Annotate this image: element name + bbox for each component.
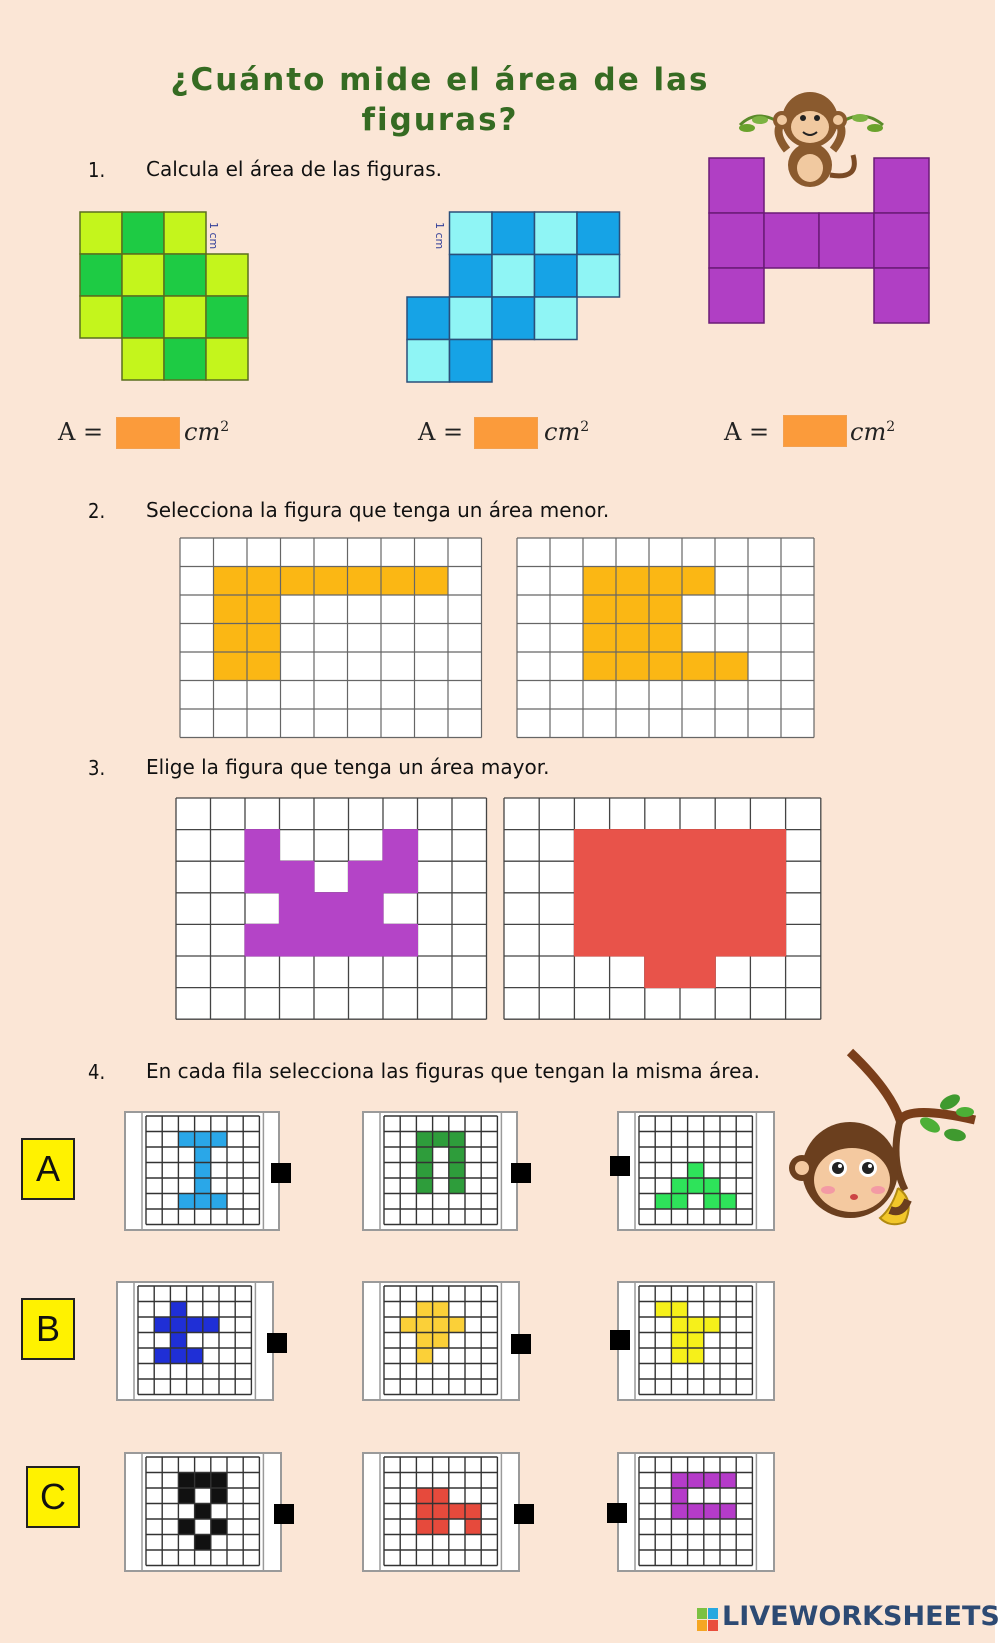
shaded-cell	[688, 1348, 704, 1364]
area-prefix: A =	[418, 418, 464, 446]
shaded-cell	[433, 1317, 449, 1333]
area-unit-exponent: 2	[580, 419, 590, 435]
shaded-cell	[583, 624, 616, 653]
shaded-cell	[671, 1333, 687, 1349]
shaded-cell	[211, 1194, 227, 1210]
shaded-cell	[704, 1504, 720, 1520]
area-formula-3	[724, 418, 769, 446]
figure-cell	[206, 254, 248, 296]
figure-cell	[535, 212, 578, 255]
shaded-cell	[214, 652, 248, 681]
figure-cell	[164, 296, 206, 338]
question-2-option-left[interactable]	[180, 538, 483, 739]
shaded-cell	[381, 567, 415, 596]
shaded-cell	[449, 1147, 465, 1163]
figure-cell	[709, 268, 764, 323]
area-unit-1	[184, 418, 229, 446]
shaded-cell	[583, 595, 616, 624]
shaded-cell	[465, 1504, 481, 1520]
shaded-cell	[688, 1178, 704, 1194]
shaded-cell	[649, 652, 682, 681]
shaded-cell	[416, 1519, 432, 1535]
shaded-cell	[688, 1163, 704, 1179]
row-label-a: A	[21, 1138, 75, 1200]
shaded-cell	[195, 1147, 211, 1163]
shaded-cell	[195, 1178, 211, 1194]
shaded-cell	[671, 1302, 687, 1318]
liveworksheets-logo-icon	[697, 1608, 719, 1632]
page-title-line-2: figuras?	[361, 102, 519, 138]
shaded-cell	[416, 1317, 432, 1333]
question-3-option-right[interactable]	[504, 798, 822, 1020]
shaded-cell	[187, 1317, 203, 1333]
area-prefix: A =	[724, 418, 770, 446]
grid-frame	[117, 1282, 273, 1400]
shaded-cell	[416, 1178, 432, 1194]
shaded-cell	[416, 1147, 432, 1163]
row-b-figure-1	[116, 1281, 279, 1404]
shaded-cell	[433, 1132, 449, 1148]
question-3-text: Elige la figura que tenga un área mayor.	[146, 755, 550, 779]
row-c-figure-3	[617, 1452, 781, 1575]
shaded-cell	[465, 1519, 481, 1535]
shaded-cell	[247, 595, 281, 624]
shaded-cell	[415, 567, 449, 596]
shaded-cell	[649, 595, 682, 624]
row-label-b: B	[21, 1298, 75, 1360]
figure-3-purple	[709, 158, 937, 318]
figure-cell	[122, 212, 164, 254]
shaded-cell	[715, 652, 748, 681]
shaded-cell	[616, 624, 649, 653]
shaded-cell	[671, 1317, 687, 1333]
question-4-number: 4.	[88, 1060, 106, 1084]
shaded-cell	[583, 567, 616, 596]
shaded-cell	[247, 624, 281, 653]
shaded-cell	[704, 1473, 720, 1489]
shaded-cell	[314, 567, 348, 596]
question-1-text: Calcula el área de las figuras.	[146, 157, 442, 181]
figure-cell	[450, 255, 493, 298]
question-2-number: 2.	[88, 499, 106, 523]
shaded-cell	[649, 624, 682, 653]
grid-frame	[363, 1112, 517, 1230]
shaded-cell	[671, 1348, 687, 1364]
area-unit-2	[544, 418, 589, 446]
shaded-cell	[195, 1504, 211, 1520]
area-unit-3	[850, 418, 895, 446]
shaded-cell	[449, 1178, 465, 1194]
shaded-cell	[416, 1132, 432, 1148]
question-2-option-right[interactable]	[517, 538, 820, 739]
shaded-cell	[671, 1194, 687, 1210]
figure-cell	[535, 297, 578, 340]
figure-cell	[764, 213, 819, 268]
figure-cell	[874, 268, 929, 323]
area-unit-exponent: 2	[220, 419, 230, 435]
shaded-cell	[449, 1504, 465, 1520]
row-c-figure-3-checkbox[interactable]	[607, 1503, 627, 1523]
shaded-cell	[688, 1333, 704, 1349]
question-2-text: Selecciona la figura que tenga un área menor.	[146, 498, 610, 522]
shaded-cell	[433, 1519, 449, 1535]
shaded-cell	[211, 1519, 227, 1535]
shaded-cell	[203, 1317, 219, 1333]
shaded-cell	[682, 652, 715, 681]
shaded-cell	[178, 1488, 194, 1504]
figure-cell	[122, 254, 164, 296]
figure-cell	[450, 340, 493, 383]
shaded-cell	[671, 1488, 687, 1504]
shaded-cell	[416, 1163, 432, 1179]
figure-cell	[80, 254, 122, 296]
shaded-cell	[247, 567, 281, 596]
row-a-figure-3-checkbox[interactable]	[610, 1156, 630, 1176]
row-c-figure-1-checkbox[interactable]	[274, 1504, 294, 1524]
shaded-cell	[154, 1348, 170, 1364]
shaded-cell	[433, 1488, 449, 1504]
shaded-cell	[195, 1194, 211, 1210]
shaded-cell	[433, 1504, 449, 1520]
shaded-cell	[704, 1178, 720, 1194]
area-formula-1	[58, 418, 103, 446]
figure-cell	[164, 254, 206, 296]
figure-cell	[206, 296, 248, 338]
shaded-cell	[616, 595, 649, 624]
figure-cell	[164, 212, 206, 254]
shaded-cell	[416, 1504, 432, 1520]
row-b-figure-3-checkbox[interactable]	[610, 1330, 630, 1350]
shaded-cell	[187, 1348, 203, 1364]
shaded-cell	[214, 567, 248, 596]
row-a-figure-3	[617, 1111, 779, 1233]
figure-cell	[709, 158, 764, 213]
figure-cell	[206, 338, 248, 380]
unit-label-2: 1 cm	[433, 222, 446, 250]
shaded-cell	[214, 624, 248, 653]
shaded-cell	[433, 1302, 449, 1318]
figure-cell	[492, 297, 535, 340]
row-b-figure-3	[617, 1281, 781, 1404]
shaded-cell	[449, 1132, 465, 1148]
figure-cell	[492, 255, 535, 298]
shaded-cell	[583, 652, 616, 681]
shaded-cell	[671, 1473, 687, 1489]
figure-cell	[535, 255, 578, 298]
area-formula-2	[418, 418, 463, 446]
shaded-cell	[170, 1333, 186, 1349]
branding-text: LIVEWORKSHEETS	[722, 1601, 1000, 1632]
shaded-cell	[416, 1348, 432, 1364]
shaded-cell	[211, 1473, 227, 1489]
shaded-cell	[688, 1317, 704, 1333]
row-c-figure-2	[362, 1452, 526, 1575]
area-answer-input-1[interactable]	[116, 417, 180, 449]
shaded-cell	[154, 1317, 170, 1333]
shaded-cell	[655, 1302, 671, 1318]
area-unit-text: cm	[184, 418, 221, 446]
figure-1-green	[80, 212, 256, 388]
figure-cell	[492, 212, 535, 255]
shaded-cell	[720, 1504, 736, 1520]
unit-label-1: 1 cm	[207, 222, 220, 250]
figure-cell	[577, 212, 620, 255]
question-4-text: En cada fila selecciona las figuras que tengan la misma área.	[146, 1059, 760, 1083]
area-answer-input-2[interactable]	[474, 417, 538, 449]
shaded-cell	[170, 1302, 186, 1318]
shaded-cell	[211, 1132, 227, 1148]
shaded-cell	[616, 652, 649, 681]
figure-cell	[874, 213, 929, 268]
figure-cell	[450, 297, 493, 340]
row-a-figure-2	[362, 1111, 522, 1233]
shaded-cell	[704, 1317, 720, 1333]
row-b-figure-1-checkbox[interactable]	[267, 1333, 287, 1353]
question-1-number: 1.	[88, 158, 106, 182]
area-answer-input-3[interactable]	[783, 415, 847, 447]
shaded-cell	[178, 1473, 194, 1489]
shaded-cell	[170, 1348, 186, 1364]
shaded-cell	[688, 1504, 704, 1520]
question-3-option-left[interactable]	[176, 798, 488, 1020]
shaded-cell	[281, 567, 315, 596]
shaded-cell	[178, 1519, 194, 1535]
shaded-cell	[671, 1504, 687, 1520]
shaded-cell	[416, 1333, 432, 1349]
figure-cell	[164, 338, 206, 380]
shaded-cell	[688, 1473, 704, 1489]
shaded-cell	[348, 567, 382, 596]
row-c-figure-1	[124, 1452, 288, 1575]
figure-cell	[819, 213, 874, 268]
shaded-cell	[449, 1317, 465, 1333]
shaded-cell	[178, 1194, 194, 1210]
shaded-cell	[211, 1488, 227, 1504]
figure-cell	[874, 158, 929, 213]
figure-cell	[450, 212, 493, 255]
shaded-cell	[649, 567, 682, 596]
figure-cell	[577, 255, 620, 298]
figure-cell	[80, 212, 122, 254]
shaded-cell	[416, 1302, 432, 1318]
shaded-cell	[214, 595, 248, 624]
row-b-figure-2	[362, 1281, 526, 1404]
shaded-cell	[195, 1535, 211, 1551]
figure-cell	[709, 213, 764, 268]
question-3-number: 3.	[88, 756, 106, 780]
area-unit-exponent: 2	[886, 419, 896, 435]
area-unit-text: cm	[544, 418, 581, 446]
figure-cell	[80, 296, 122, 338]
shaded-cell	[682, 567, 715, 596]
monkey-hanging-illustration	[780, 1050, 980, 1235]
area-prefix: A =	[58, 418, 104, 446]
page-title-line-1: ¿Cuánto mide el área de las	[170, 62, 710, 98]
row-a-figure-2-checkbox[interactable]	[511, 1163, 531, 1183]
row-label-c: C	[26, 1466, 80, 1528]
shaded-cell	[195, 1132, 211, 1148]
shaded-cell	[671, 1178, 687, 1194]
shaded-cell	[416, 1488, 432, 1504]
shaded-cell	[720, 1194, 736, 1210]
row-a-figure-1	[124, 1111, 284, 1233]
figure-cell	[122, 338, 164, 380]
row-a-figure-1-checkbox[interactable]	[271, 1163, 291, 1183]
shaded-cell	[433, 1333, 449, 1349]
shaded-cell	[704, 1194, 720, 1210]
shaded-cell	[195, 1163, 211, 1179]
shaded-cell	[720, 1473, 736, 1489]
shaded-cell	[247, 652, 281, 681]
figure-cell	[122, 296, 164, 338]
shaded-cell	[400, 1317, 416, 1333]
figure-cell	[407, 297, 450, 340]
shaded-cell	[655, 1194, 671, 1210]
shaded-cell	[195, 1473, 211, 1489]
shaded-cell	[616, 567, 649, 596]
figure-cell	[407, 340, 450, 383]
shaded-cell	[178, 1132, 194, 1148]
row-b-figure-2-checkbox[interactable]	[511, 1334, 531, 1354]
shaded-cell	[449, 1163, 465, 1179]
area-unit-text: cm	[850, 418, 887, 446]
row-c-figure-2-checkbox[interactable]	[514, 1504, 534, 1524]
shaded-cell	[170, 1317, 186, 1333]
